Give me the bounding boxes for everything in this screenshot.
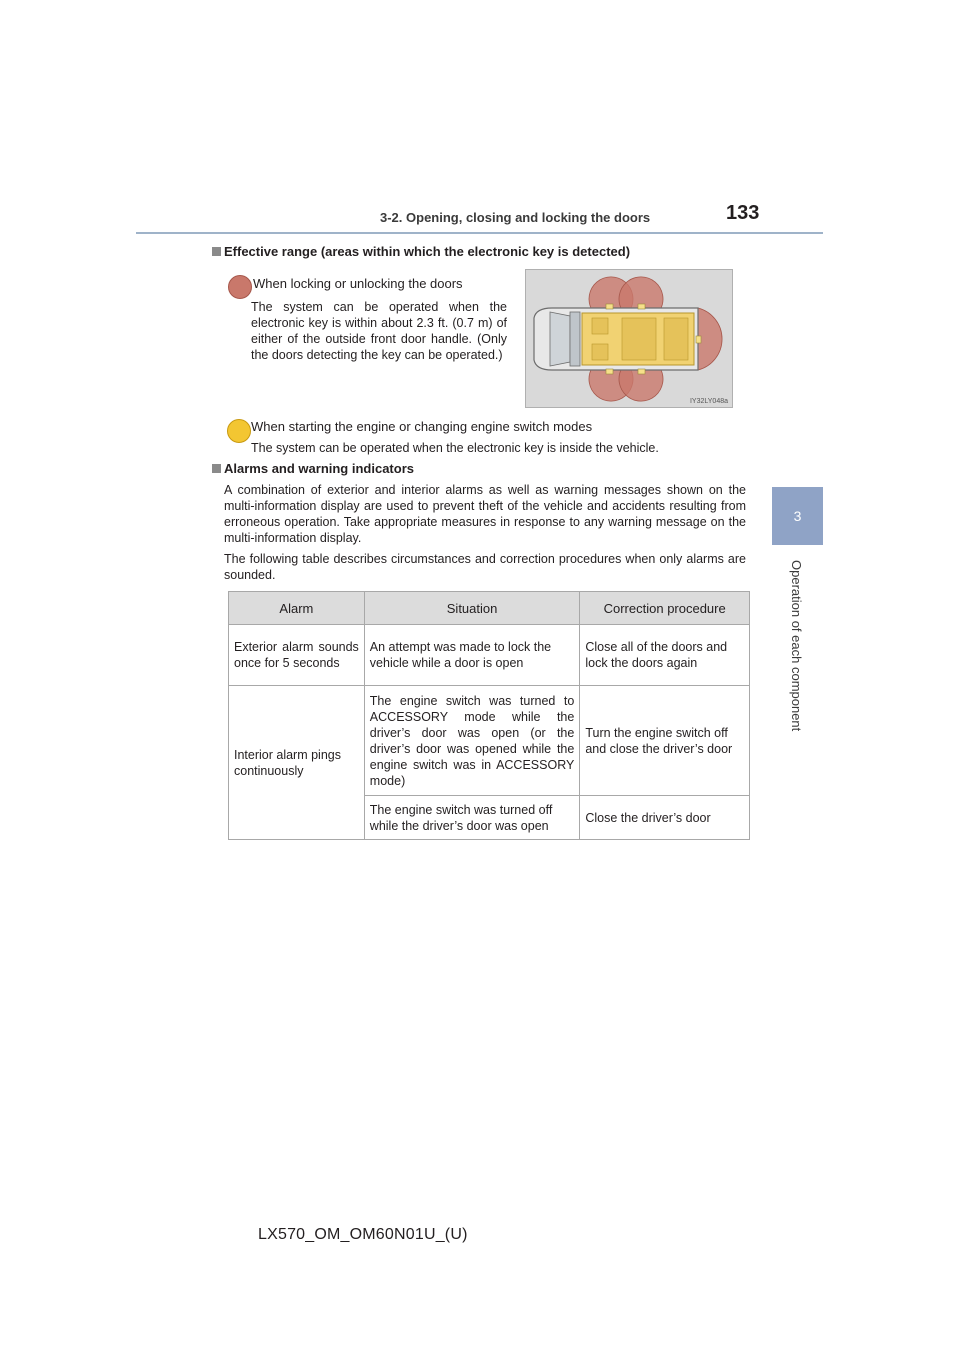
chapter-title: 3-2. Opening, closing and locking the doors	[380, 210, 651, 225]
detection-range-diagram	[525, 269, 733, 408]
chapter-side-label-text: Operation of each component	[789, 560, 804, 732]
chapter-tab-number: 3	[793, 508, 802, 524]
correction-cell: Close all of the doors and lock the doors again	[580, 625, 750, 686]
square-bullet-icon	[212, 247, 221, 256]
diagram-code: IY32LY048a	[689, 398, 728, 405]
alarms-heading: Alarms and warning indicators	[212, 461, 414, 476]
table-row	[229, 625, 750, 686]
exterior-zone-marker-icon	[228, 275, 252, 299]
effective-range-heading: Effective range (areas within which the electronic key is detected)	[212, 244, 630, 259]
table-row	[229, 686, 750, 796]
document-code: LX570_OM_OM60N01U_(U)	[258, 1226, 468, 1243]
situation-cell: An attempt was made to lock the vehicle while a door is open	[364, 625, 580, 686]
header-alarm: Alarm	[229, 592, 365, 625]
alarm-cell: Exterior alarm sounds once for 5 seconds	[229, 625, 365, 686]
starting-title: When starting the engine or changing engine switch modes	[251, 419, 593, 434]
alarms-paragraph-1: A combination of exterior and interior alarms as well as warning messages shown on the multi-information display are used to prevent theft of the vehicle and accidents resulting from erroneous operation. Take appropriate measures in response to any warning message on the multi-information display.	[224, 483, 746, 545]
vehicle-top-view-illustration	[526, 270, 732, 407]
square-bullet-icon	[212, 464, 221, 473]
interior-zone-marker-icon	[227, 419, 251, 443]
alarms-table	[228, 591, 750, 840]
chapter-tab	[772, 487, 823, 545]
correction-cell: Close the driver’s door	[580, 796, 750, 840]
alarm-cell: Interior alarm pings continuously	[229, 686, 365, 840]
header-situation: Situation	[364, 592, 580, 625]
chapter-side-label	[780, 560, 804, 750]
locking-text: The system can be operated when the electronic key is within about 2.3 ft. (0.7 m) of either of the outside front door handle. (Only the doors detecting the key can be operated.)	[251, 300, 507, 362]
alarms-paragraph-2: The following table describes circumstances and correction procedures when only alarms are sounded.	[224, 552, 746, 582]
correction-cell: Turn the engine switch off and close the driver’s door	[580, 686, 750, 796]
header-correction: Correction procedure	[580, 592, 750, 625]
page-number: 133	[726, 202, 760, 224]
table-header-row	[229, 592, 750, 625]
situation-cell: The engine switch was turned off while the driver’s door was open	[364, 796, 580, 840]
starting-text: The system can be operated when the electronic key is inside the vehicle.	[251, 441, 659, 455]
header-divider	[136, 232, 823, 234]
situation-cell: The engine switch was turned to ACCESSORY mode while the driver’s door was open (or the driver’s door was opened while the engine switch was in ACCESSORY mode)	[364, 686, 580, 796]
locking-title: When locking or unlocking the doors	[253, 276, 463, 291]
